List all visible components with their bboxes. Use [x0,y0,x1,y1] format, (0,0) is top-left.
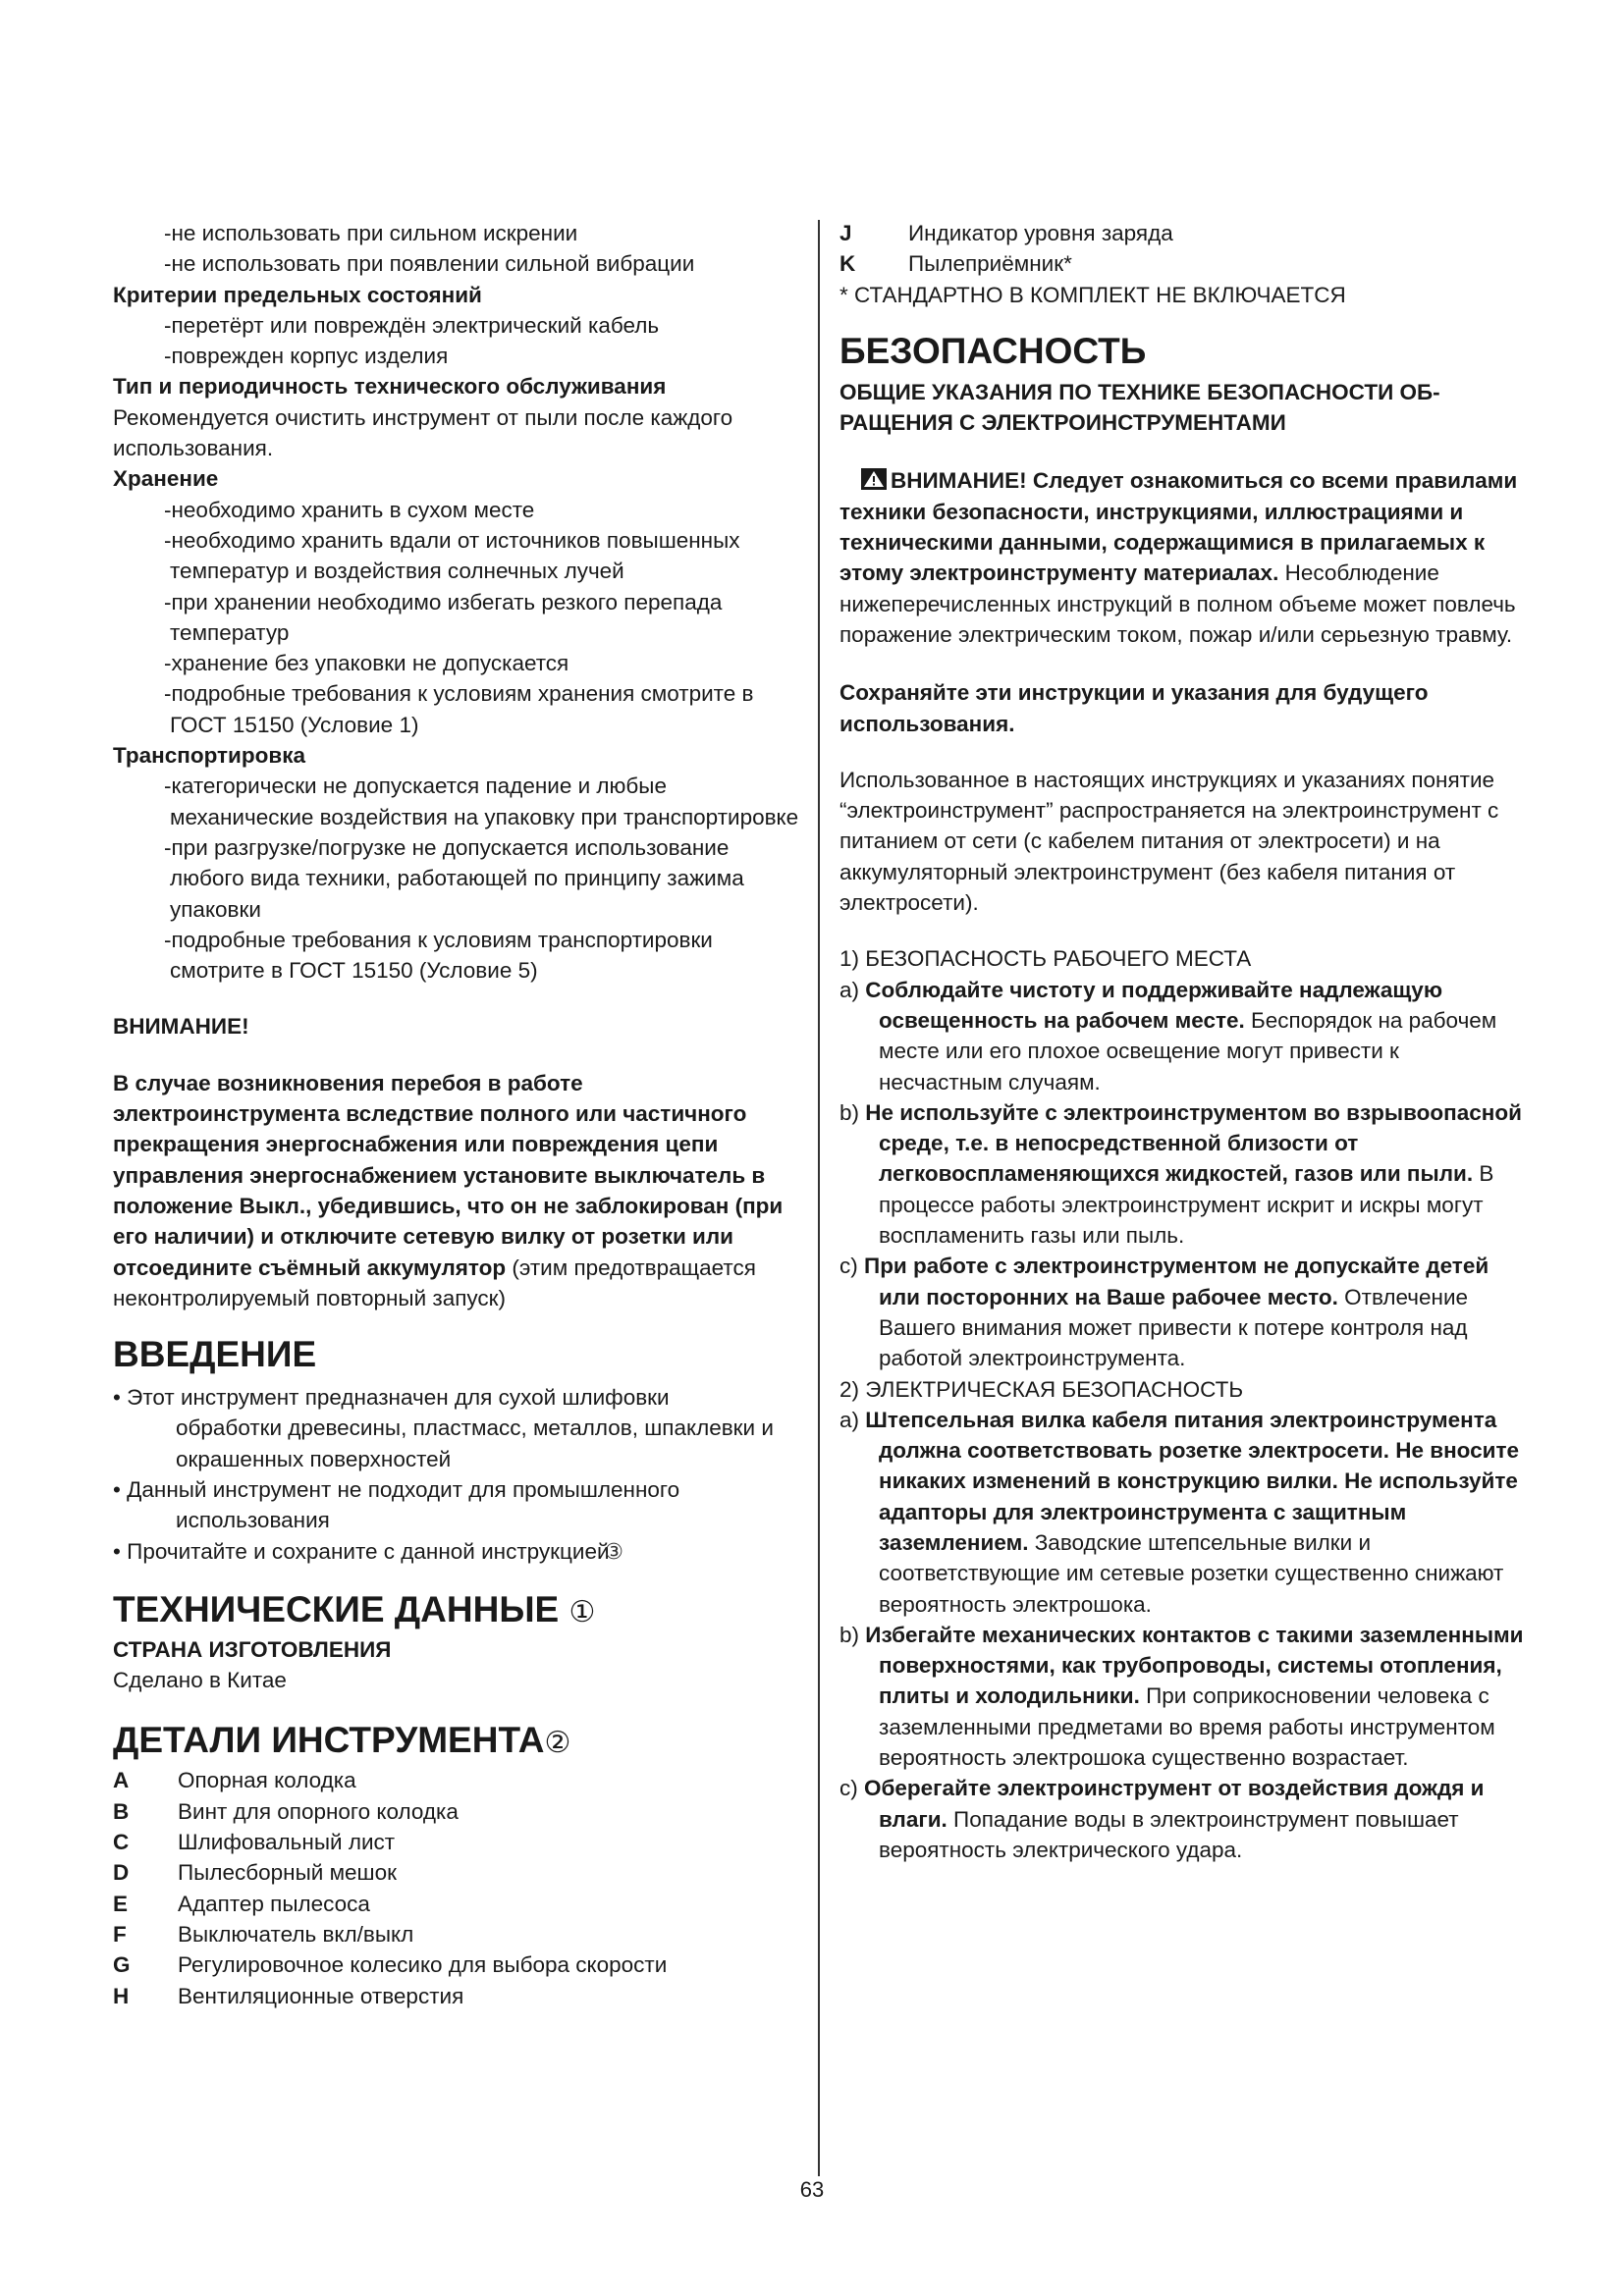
text-line: -не использовать при сильном искрении [164,221,578,245]
heading-transport: Транспортировка [113,743,305,769]
right-column [839,218,1527,1865]
parts-list [113,1765,800,2010]
part-row: E Адаптер пылесоса [113,1891,370,1916]
section-2-title: 2) ЭЛЕКТРИЧЕСКАЯ БЕЗОПАСНОСТЬ [839,1376,1244,1402]
transport-item: -категорически не допускается падение и любые механические воздействия на упаковку при транспортировке [164,774,799,829]
figure-ref-1: ① [568,1595,596,1629]
text-line: -повреждeн корпус изделия [164,344,449,369]
heading-parts: ДЕТАЛИ ИНСТРУМЕНТА② [113,1719,800,1765]
part-row: G Регулировочное колесико для выбора скорости [113,1952,668,1978]
country-value: Сделано в Китае [113,1668,287,1693]
storage-item: -необходимо хранить в сухом месте [164,497,535,522]
heading-maintenance: Тип и периодичность технического обслуживания [113,374,667,400]
text-line: -перетёрт или повреждён электрический кабель [164,312,660,338]
column-divider [818,220,820,2176]
attention-normal: (этим предотвращается неконтролируемый повторный запуск) [113,1255,756,1310]
part-row: C Шлифовальный лист [113,1830,396,1855]
rule-2c: c) Оберегайте электроинструмент от воздействия дождя и влаги. Попадание воды в электроинструмент повышает вероятность электрического удара. [839,1776,1485,1862]
term-definition: Использованное в настоящих инструкциях и указаниях понятие “электроинструмент” распространяется на электроинструмент с питанием от сети (с кабелем питания от электросети) и на аккумуляторный электроинструмент (без кабеля питания от электросети). [839,767,1499,916]
warning-paragraph: ВНИМАНИЕ! Следует ознакомиться со всеми правилами техники безопасности, инструкциями, иллюстрациями и техническими данными, содержащимися в прилагаемых к этому электроинструменту материалах. Несоблюдение нижеперечисленных инструкций в полном объеме может повлечь поражение электрическим током, пожар и/или серьезную травму. [839,468,1518,647]
heading-tech-data: ТЕХНИЧЕСКИЕ ДАННЫЕ ① [113,1588,800,1634]
note-not-included: * СТАНДАРТНО В КОМПЛЕКТ НЕ ВКЛЮЧАЕТСЯ [839,282,1346,307]
heading-introduction: ВВЕДЕНИЕ [113,1334,317,1375]
list-item: • Данный инструмент не подходит для промышленного использования [113,1476,680,1533]
attention-heading: ВНИМАНИЕ! [113,1014,249,1040]
part-row: A Опорная колодка [113,1768,356,1793]
safety-subheading: ОБЩИЕ УКАЗАНИЯ ПО ТЕХНИКЕ БЕЗОПАСНОСТИ ОБ- РАЩЕНИЯ С ЭЛЕКТРОИНСТРУМЕНТАМИ [839,379,1440,436]
storage-item: -необходимо хранить вдали от источников повышенных температур и воздействия солнечных лучей [164,527,740,584]
part-row: K Пылеприёмник* [839,251,1072,277]
attention-bold: В случае возникновения перебоя в работе электроинструмента вследствие полного или частичного прекращения энергоснабжения или повреждения цепи управления энергоснабжением установите выключатель в положение Выкл., убедившись, что он не заблокирован (при его наличии) и отключите сетевую вилку от розетки или отсоедините съёмный аккумулятор [113,1070,784,1280]
rule-1b: b) Не используйте с электроинструментом во взрывоопасной среде, т.е. в непосредственной близости от легковоспламеняющихся жидкостей, газов или пыли. В процессе работы электроинструмент искрит и искры могут воспламенить газы или пыль. [839,1099,1522,1249]
storage-item: -хранение без упаковки не допускается [164,651,569,676]
page-number: 63 [799,2177,825,2202]
section-1-title: 1) БЕЗОПАСНОСТЬ РАБОЧЕГО МЕСТА [839,946,1252,972]
warning-triangle-icon [861,468,887,490]
part-row: H Вентиляционные отверстия [113,1983,464,2008]
part-row: D Пылесборный мешок [113,1860,397,1886]
keep-instructions: Сохраняйте эти инструкции и указания для будущего использования. [839,680,1429,736]
maintenance-text: Рекомендуется очистить инструмент от пыли после каждого использования. [113,404,733,461]
rule-1a: a) Соблюдайте чистоту и поддерживайте надлежащую освещенность на рабочем месте. Беспорядок на рабочем месте или его плохое освещение могут привести к несчастным случаям. [839,977,1497,1095]
left-column [113,218,800,2011]
list-item: • Этот инструмент предназначен для сухой шлифовки обработки древесины, пластмасс, металлов, шпаклевки и окрашенных поверхностей [113,1385,774,1471]
part-row: F Выключатель вкл/выкл [113,1921,414,1947]
part-row: J Индикатор уровня заряда [839,221,1173,245]
heading-limits: Критерии предельных состояний [113,282,482,307]
text-line: -не использовать при появлении сильной вибрации [164,251,695,277]
transport-item: -при разгрузке/погрузке не допускается использование любого вида техники, работающей по принципу зажима упаковки [164,834,744,922]
country-heading: СТРАНА ИЗГОТОВЛЕНИЯ [113,1636,392,1662]
transport-item: -подробные требования к условиям транспортировки смотрите в ГОСТ 15150 (Условие 5) [164,927,713,984]
rule-2b: b) Избегайте механических контактов с такими заземленными поверхностями, как трубопроводы, системы отопления, плиты и холодильники. При соприкосновении человека с заземленными предметами во время работы инструментом вероятность электрошока существенно возрастает. [839,1622,1524,1771]
attention-paragraph [113,1068,800,1313]
storage-item: -при хранении необходимо избегать резкого перепада температур [164,589,723,645]
figure-ref-2: ② [544,1727,571,1760]
heading-storage: Хранение [113,466,219,492]
storage-item: -подробные требования к условиям хранения смотрите в ГОСТ 15150 (Условие 1) [164,681,754,737]
part-row: B Винт для опорного колодка [113,1798,459,1824]
rule-2a: a) Штепсельная вилка кабеля питания электроинструмента должна соответствовать розетке электросети. Не вносите никаких изменений в конструкцию вилки. Не используйте адапторы для электроинструмента с защитным заземлением. Заводские штепсельные вилки и соответствующие им сетевые розетки существенно снижают вероятность электрошока. [839,1407,1519,1617]
heading-safety: БЕЗОПАСНОСТЬ [839,330,1147,371]
list-item: • Прочитайте и сохраните с данной инструкцией ③ [113,1538,624,1564]
rule-1c: c) При работе с электроинструментом не допускайте детей или посторонних на Ваше рабочее место. Отвлечение Вашего внимания может привести к потере контроля над работой электроинструмента. [839,1254,1489,1371]
